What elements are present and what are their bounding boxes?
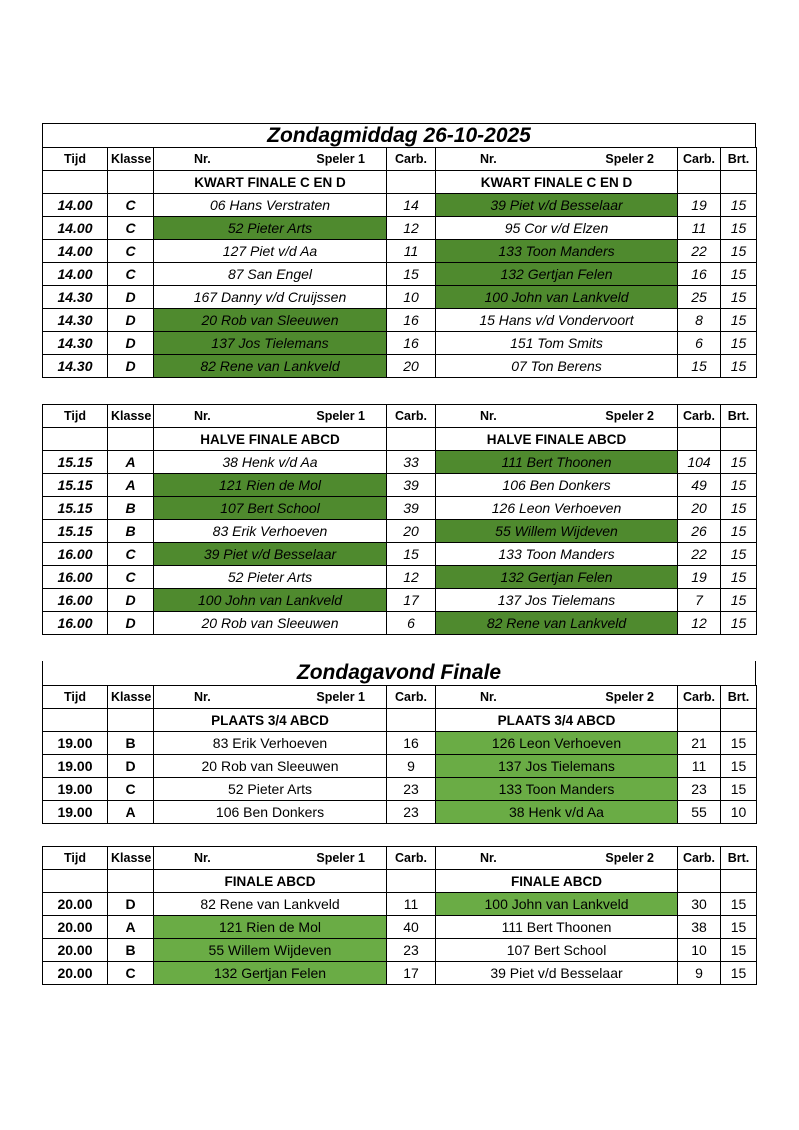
tijd-cell: 14.30: [43, 286, 108, 309]
match-row: [43, 732, 757, 755]
speler2-cell: 132 Gertjan Felen: [436, 263, 678, 286]
speler1-cell: 83 Erik Verhoeven: [154, 732, 387, 755]
speler2-cell: 82 Rene van Lankveld: [436, 612, 678, 635]
match-row: [43, 474, 757, 497]
klasse-cell: B: [108, 497, 154, 520]
section-halve-finale: [42, 404, 756, 635]
match-row: [43, 543, 757, 566]
carb2-cell: 9: [678, 962, 721, 985]
match-row: [43, 589, 757, 612]
klasse-cell: A: [108, 474, 154, 497]
klasse-cell: A: [108, 451, 154, 474]
klasse-cell: C: [108, 217, 154, 240]
section-plaats-3-4: [42, 661, 756, 824]
match-row: [43, 286, 757, 309]
klasse-cell: B: [108, 520, 154, 543]
speler2-cell: 151 Tom Smits: [436, 332, 678, 355]
speler1-cell: 100 John van Lankveld: [154, 589, 387, 612]
carb2-cell: 22: [678, 240, 721, 263]
speler2-cell: 126 Leon Verhoeven: [436, 497, 678, 520]
klasse-cell: D: [108, 309, 154, 332]
round-label-left: HALVE FINALE ABCD: [154, 428, 387, 451]
carb1-cell: 39: [387, 497, 436, 520]
carb1-cell: 6: [387, 612, 436, 635]
blank-cell: [387, 870, 436, 893]
speler1-cell: 83 Erik Verhoeven: [154, 520, 387, 543]
match-row: [43, 939, 757, 962]
speler2-cell: 133 Toon Manders: [436, 240, 678, 263]
carb2-cell: 30: [678, 893, 721, 916]
tijd-cell: 14.00: [43, 194, 108, 217]
nr-label: Nr.: [480, 409, 497, 423]
col-header-tijd: Tijd: [43, 686, 108, 709]
match-row: [43, 612, 757, 635]
speler2-cell: 107 Bert School: [436, 939, 678, 962]
speler1-cell: 52 Pieter Arts: [154, 217, 387, 240]
klasse-cell: A: [108, 916, 154, 939]
carb2-cell: 16: [678, 263, 721, 286]
brt-cell: 15: [721, 332, 757, 355]
carb2-cell: 8: [678, 309, 721, 332]
speler1-cell: 82 Rene van Lankveld: [154, 893, 387, 916]
carb1-cell: 16: [387, 732, 436, 755]
speler1-cell: 20 Rob van Sleeuwen: [154, 612, 387, 635]
round-row: [43, 709, 757, 732]
speler2-label: Speler 2: [605, 152, 654, 166]
col-header-speler2: [436, 148, 678, 171]
carb2-cell: 23: [678, 778, 721, 801]
tijd-cell: 19.00: [43, 732, 108, 755]
nr-label: Nr.: [194, 851, 211, 865]
round-label-right: HALVE FINALE ABCD: [436, 428, 678, 451]
klasse-cell: C: [108, 263, 154, 286]
brt-cell: 15: [721, 240, 757, 263]
carb2-cell: 26: [678, 520, 721, 543]
speler2-cell: 133 Toon Manders: [436, 543, 678, 566]
nr-label: Nr.: [194, 409, 211, 423]
klasse-cell: A: [108, 801, 154, 824]
col-header-brt: Brt.: [721, 847, 757, 870]
speler1-cell: 106 Ben Donkers: [154, 801, 387, 824]
brt-cell: 15: [721, 755, 757, 778]
carb2-cell: 20: [678, 497, 721, 520]
col-header-brt: Brt.: [721, 686, 757, 709]
carb1-cell: 17: [387, 962, 436, 985]
brt-cell: 15: [721, 778, 757, 801]
col-header-speler2: [436, 847, 678, 870]
col-header-klasse: Klasse: [108, 405, 154, 428]
tijd-cell: 19.00: [43, 778, 108, 801]
brt-cell: 15: [721, 543, 757, 566]
blank-cell: [108, 171, 154, 194]
brt-cell: 15: [721, 474, 757, 497]
match-table: [42, 846, 757, 985]
carb2-cell: 10: [678, 939, 721, 962]
brt-cell: 15: [721, 939, 757, 962]
col-header-carb: Carb.: [678, 405, 721, 428]
match-table: [42, 147, 757, 378]
match-row: [43, 755, 757, 778]
speler1-cell: 82 Rene van Lankveld: [154, 355, 387, 378]
carb1-cell: 39: [387, 474, 436, 497]
klasse-cell: C: [108, 194, 154, 217]
speler2-label: Speler 2: [605, 409, 654, 423]
speler1-cell: 52 Pieter Arts: [154, 566, 387, 589]
brt-cell: 15: [721, 451, 757, 474]
blank-cell: [108, 870, 154, 893]
carb2-cell: 49: [678, 474, 721, 497]
speler2-cell: 15 Hans v/d Vondervoort: [436, 309, 678, 332]
match-row: [43, 801, 757, 824]
round-label-left: PLAATS 3/4 ABCD: [154, 709, 387, 732]
speler1-cell: 06 Hans Verstraten: [154, 194, 387, 217]
tijd-cell: 20.00: [43, 916, 108, 939]
round-row: [43, 171, 757, 194]
section-finale: [42, 846, 756, 985]
speler2-cell: 100 John van Lankveld: [436, 286, 678, 309]
speler1-cell: 52 Pieter Arts: [154, 778, 387, 801]
carb2-cell: 11: [678, 755, 721, 778]
speler2-cell: 133 Toon Manders: [436, 778, 678, 801]
carb1-cell: 16: [387, 332, 436, 355]
klasse-cell: D: [108, 332, 154, 355]
col-header-tijd: Tijd: [43, 148, 108, 171]
speler2-cell: 100 John van Lankveld: [436, 893, 678, 916]
blank-cell: [43, 870, 108, 893]
carb1-cell: 12: [387, 566, 436, 589]
speler2-label: Speler 2: [605, 851, 654, 865]
carb1-cell: 15: [387, 263, 436, 286]
carb1-cell: 33: [387, 451, 436, 474]
klasse-cell: D: [108, 893, 154, 916]
carb2-cell: 22: [678, 543, 721, 566]
match-row: [43, 497, 757, 520]
carb1-cell: 16: [387, 309, 436, 332]
brt-cell: 15: [721, 309, 757, 332]
speler2-cell: 07 Ton Berens: [436, 355, 678, 378]
blank-cell: [678, 709, 721, 732]
carb1-cell: 11: [387, 893, 436, 916]
match-row: [43, 240, 757, 263]
speler2-cell: 39 Piet v/d Besselaar: [436, 194, 678, 217]
tijd-cell: 19.00: [43, 801, 108, 824]
match-row: [43, 520, 757, 543]
klasse-cell: B: [108, 732, 154, 755]
col-header-brt: Brt.: [721, 405, 757, 428]
col-header-tijd: Tijd: [43, 847, 108, 870]
match-row: [43, 916, 757, 939]
speler2-cell: 132 Gertjan Felen: [436, 566, 678, 589]
col-header-carb: Carb.: [678, 686, 721, 709]
speler2-cell: 95 Cor v/d Elzen: [436, 217, 678, 240]
carb2-cell: 7: [678, 589, 721, 612]
speler1-cell: 132 Gertjan Felen: [154, 962, 387, 985]
speler2-cell: 126 Leon Verhoeven: [436, 732, 678, 755]
brt-cell: 15: [721, 732, 757, 755]
nr-label: Nr.: [480, 690, 497, 704]
speler1-cell: 39 Piet v/d Besselaar: [154, 543, 387, 566]
carb2-cell: 25: [678, 286, 721, 309]
section-kwart-finale: [42, 123, 756, 378]
carb1-cell: 12: [387, 217, 436, 240]
carb1-cell: 20: [387, 520, 436, 543]
col-header-carb: Carb.: [678, 847, 721, 870]
nr-label: Nr.: [480, 152, 497, 166]
tijd-cell: 16.00: [43, 612, 108, 635]
match-row: [43, 217, 757, 240]
tijd-cell: 16.00: [43, 543, 108, 566]
blank-cell: [721, 171, 757, 194]
blank-cell: [387, 428, 436, 451]
col-header-carb: Carb.: [678, 148, 721, 171]
match-row: [43, 893, 757, 916]
carb1-cell: 23: [387, 801, 436, 824]
speler1-cell: 167 Danny v/d Cruijssen: [154, 286, 387, 309]
carb1-cell: 40: [387, 916, 436, 939]
brt-cell: 15: [721, 566, 757, 589]
brt-cell: 15: [721, 612, 757, 635]
tijd-cell: 15.15: [43, 451, 108, 474]
klasse-cell: D: [108, 286, 154, 309]
speler2-cell: 106 Ben Donkers: [436, 474, 678, 497]
col-header-speler2: [436, 405, 678, 428]
col-header-klasse: Klasse: [108, 686, 154, 709]
speler1-cell: 121 Rien de Mol: [154, 916, 387, 939]
carb1-cell: 10: [387, 286, 436, 309]
blank-cell: [721, 428, 757, 451]
match-row: [43, 451, 757, 474]
carb1-cell: 11: [387, 240, 436, 263]
round-row: [43, 870, 757, 893]
klasse-cell: C: [108, 240, 154, 263]
speler1-cell: 20 Rob van Sleeuwen: [154, 755, 387, 778]
header-row: [43, 847, 757, 870]
col-header-speler1: [154, 847, 387, 870]
tijd-cell: 19.00: [43, 755, 108, 778]
tijd-cell: 20.00: [43, 939, 108, 962]
brt-cell: 15: [721, 893, 757, 916]
tijd-cell: 15.15: [43, 520, 108, 543]
tijd-cell: 14.00: [43, 240, 108, 263]
brt-cell: 15: [721, 194, 757, 217]
tijd-cell: 15.15: [43, 474, 108, 497]
brt-cell: 15: [721, 497, 757, 520]
speler1-cell: 38 Henk v/d Aa: [154, 451, 387, 474]
blank-cell: [43, 171, 108, 194]
speler2-cell: 38 Henk v/d Aa: [436, 801, 678, 824]
speler1-cell: 127 Piet v/d Aa: [154, 240, 387, 263]
col-header-speler1: [154, 686, 387, 709]
match-row: [43, 263, 757, 286]
speler1-cell: 87 San Engel: [154, 263, 387, 286]
carb2-cell: 104: [678, 451, 721, 474]
speler1-cell: 20 Rob van Sleeuwen: [154, 309, 387, 332]
header-row: [43, 148, 757, 171]
klasse-cell: C: [108, 566, 154, 589]
speler1-label: Speler 1: [316, 409, 365, 423]
klasse-cell: C: [108, 543, 154, 566]
speler1-cell: 55 Willem Wijdeven: [154, 939, 387, 962]
match-row: [43, 194, 757, 217]
brt-cell: 15: [721, 589, 757, 612]
brt-cell: 15: [721, 520, 757, 543]
carb1-cell: 15: [387, 543, 436, 566]
speler1-label: Speler 1: [316, 152, 365, 166]
carb2-cell: 21: [678, 732, 721, 755]
carb2-cell: 19: [678, 566, 721, 589]
blank-cell: [678, 171, 721, 194]
round-label-left: FINALE ABCD: [154, 870, 387, 893]
match-row: [43, 355, 757, 378]
speler1-cell: 107 Bert School: [154, 497, 387, 520]
klasse-cell: C: [108, 778, 154, 801]
tijd-cell: 16.00: [43, 589, 108, 612]
carb2-cell: 55: [678, 801, 721, 824]
match-row: [43, 566, 757, 589]
tijd-cell: 14.00: [43, 263, 108, 286]
carb2-cell: 15: [678, 355, 721, 378]
col-header-klasse: Klasse: [108, 148, 154, 171]
col-header-speler1: [154, 148, 387, 171]
brt-cell: 15: [721, 263, 757, 286]
header-row: [43, 686, 757, 709]
blank-cell: [387, 171, 436, 194]
carb1-cell: 9: [387, 755, 436, 778]
speler1-cell: 121 Rien de Mol: [154, 474, 387, 497]
klasse-cell: D: [108, 612, 154, 635]
blank-cell: [387, 709, 436, 732]
tijd-cell: 16.00: [43, 566, 108, 589]
brt-cell: 15: [721, 355, 757, 378]
col-header-carb: Carb.: [387, 148, 436, 171]
speler1-cell: 137 Jos Tielemans: [154, 332, 387, 355]
match-row: [43, 332, 757, 355]
col-header-carb: Carb.: [387, 405, 436, 428]
klasse-cell: B: [108, 939, 154, 962]
carb1-cell: 23: [387, 939, 436, 962]
blank-cell: [43, 709, 108, 732]
speler2-cell: 111 Bert Thoonen: [436, 916, 678, 939]
blank-cell: [108, 428, 154, 451]
tijd-cell: 14.30: [43, 332, 108, 355]
header-row: [43, 405, 757, 428]
klasse-cell: D: [108, 355, 154, 378]
carb2-cell: 12: [678, 612, 721, 635]
col-header-speler1: [154, 405, 387, 428]
round-label-right: FINALE ABCD: [436, 870, 678, 893]
speler2-cell: 137 Jos Tielemans: [436, 589, 678, 612]
col-header-tijd: Tijd: [43, 405, 108, 428]
blank-cell: [678, 428, 721, 451]
match-table: [42, 685, 757, 824]
speler2-cell: 137 Jos Tielemans: [436, 755, 678, 778]
klasse-cell: D: [108, 755, 154, 778]
nr-label: Nr.: [194, 152, 211, 166]
round-label-left: KWART FINALE C EN D: [154, 171, 387, 194]
carb1-cell: 20: [387, 355, 436, 378]
col-header-carb: Carb.: [387, 847, 436, 870]
match-row: [43, 778, 757, 801]
speler1-label: Speler 1: [316, 690, 365, 704]
brt-cell: 10: [721, 801, 757, 824]
carb2-cell: 19: [678, 194, 721, 217]
carb1-cell: 23: [387, 778, 436, 801]
speler2-cell: 55 Willem Wijdeven: [436, 520, 678, 543]
match-row: [43, 309, 757, 332]
tijd-cell: 14.30: [43, 309, 108, 332]
nr-label: Nr.: [480, 851, 497, 865]
col-header-speler2: [436, 686, 678, 709]
speler1-label: Speler 1: [316, 851, 365, 865]
brt-cell: 15: [721, 286, 757, 309]
carb1-cell: 17: [387, 589, 436, 612]
carb2-cell: 38: [678, 916, 721, 939]
tijd-cell: 14.00: [43, 217, 108, 240]
tijd-cell: 14.30: [43, 355, 108, 378]
blank-cell: [43, 428, 108, 451]
brt-cell: 15: [721, 916, 757, 939]
klasse-cell: D: [108, 589, 154, 612]
nr-label: Nr.: [194, 690, 211, 704]
brt-cell: 15: [721, 962, 757, 985]
blank-cell: [678, 870, 721, 893]
match-row: [43, 962, 757, 985]
tijd-cell: 15.15: [43, 497, 108, 520]
speler2-cell: 39 Piet v/d Besselaar: [436, 962, 678, 985]
brt-cell: 15: [721, 217, 757, 240]
blank-cell: [721, 870, 757, 893]
section-title: Zondagmiddag 26-10-2025: [42, 123, 756, 147]
match-table: [42, 404, 757, 635]
round-row: [43, 428, 757, 451]
tijd-cell: 20.00: [43, 962, 108, 985]
tijd-cell: 20.00: [43, 893, 108, 916]
carb1-cell: 14: [387, 194, 436, 217]
col-header-carb: Carb.: [387, 686, 436, 709]
round-label-right: KWART FINALE C EN D: [436, 171, 678, 194]
speler2-label: Speler 2: [605, 690, 654, 704]
col-header-klasse: Klasse: [108, 847, 154, 870]
section-title: Zondagavond Finale: [42, 661, 756, 685]
speler2-cell: 111 Bert Thoonen: [436, 451, 678, 474]
round-label-right: PLAATS 3/4 ABCD: [436, 709, 678, 732]
blank-cell: [721, 709, 757, 732]
carb2-cell: 11: [678, 217, 721, 240]
blank-cell: [108, 709, 154, 732]
carb2-cell: 6: [678, 332, 721, 355]
col-header-brt: Brt.: [721, 148, 757, 171]
klasse-cell: C: [108, 962, 154, 985]
